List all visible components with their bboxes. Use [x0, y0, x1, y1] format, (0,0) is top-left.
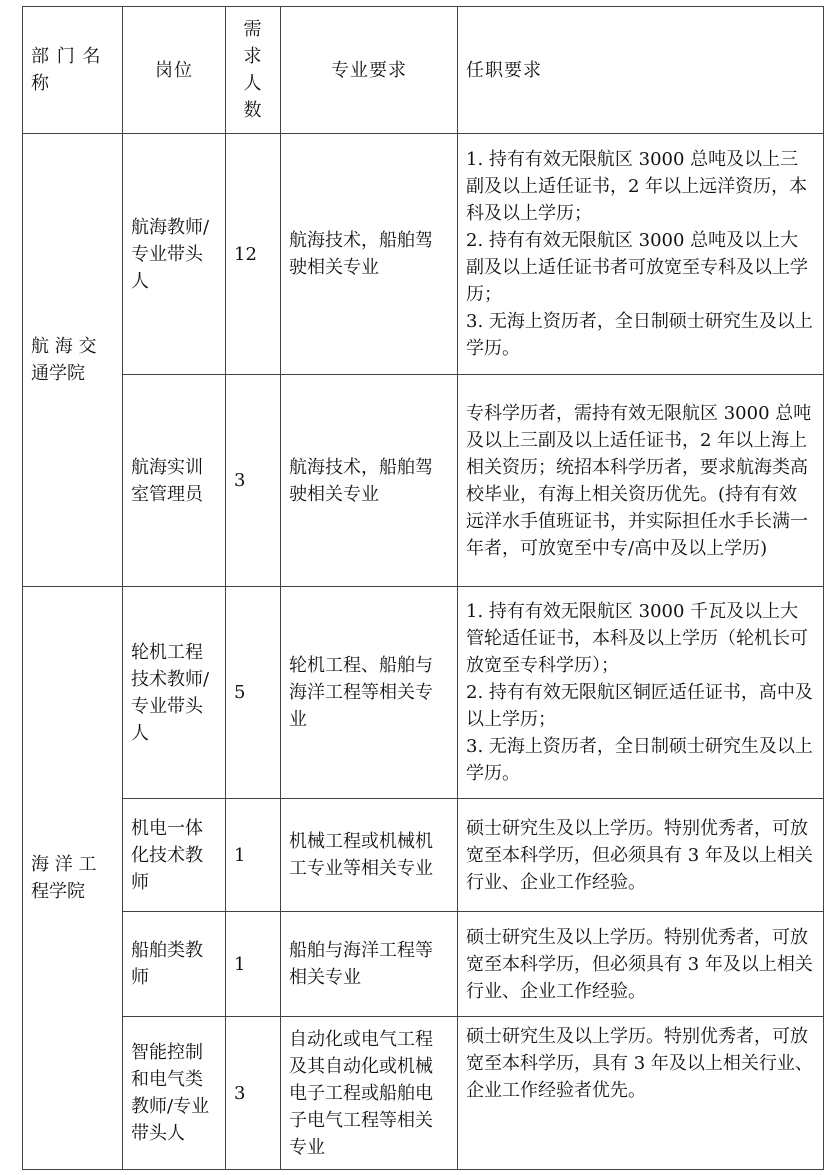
header-count-char: 人 — [243, 73, 263, 94]
table-row — [23, 375, 824, 587]
duty-line: 1. 持有有效无限航区 3000 千瓦及以上大管轮适任证书，本科及以上学历（轮机长可放宽至专科学历）； — [466, 601, 808, 676]
header-row — [23, 7, 824, 134]
duty-line: 硕士研究生及以上学历。特别优秀者，可放宽至本科学历，但必须具有 3 年及以上相关行业、企业工作经验。 — [466, 926, 813, 1002]
position-cell: 智能控制和电气类教师/专业带头人 — [123, 1017, 226, 1170]
count-cell: 3 — [226, 1017, 281, 1170]
count-cell: 5 — [226, 587, 281, 799]
count-cell: 12 — [226, 134, 281, 375]
header-dept: 部 门 名 称 — [23, 7, 123, 134]
table-row — [23, 587, 824, 799]
duty-line: 1. 持有有效无限航区 3000 总吨及以上三副及以上适任证书，2 年以上远洋资历，本科及以上学历； — [466, 149, 808, 224]
duty-cell — [458, 134, 824, 375]
position-cell: 船舶类教师 — [123, 912, 226, 1017]
position-cell: 航海实训室管理员 — [123, 375, 226, 587]
dept-cell: 航 海 交 通学院 — [23, 134, 123, 587]
duty-line: 3. 无海上资历者，全日制硕士研究生及以上学历。 — [466, 736, 813, 784]
header-count-char: 数 — [243, 100, 263, 121]
count-cell: 1 — [226, 799, 281, 912]
table-row — [23, 1017, 824, 1170]
header-duty: 任职要求 — [458, 7, 824, 134]
dept-cell: 海 洋 工 程学院 — [23, 587, 123, 1170]
duty-cell — [458, 912, 824, 1017]
duty-line: 3. 无海上资历者，全日制硕士研究生及以上学历。 — [466, 311, 813, 359]
major-cell: 轮机工程、船舶与海洋工程等相关专业 — [281, 587, 458, 799]
duty-cell — [458, 1017, 824, 1170]
header-position: 岗位 — [123, 7, 226, 134]
table-row — [23, 912, 824, 1017]
header-count-char: 求 — [243, 46, 263, 67]
duty-line: 硕士研究生及以上学历。特别优秀者，可放宽至本科学历，但必须具有 3 年及以上相关行业、企业工作经验。 — [466, 817, 813, 893]
position-cell: 轮机工程技术教师/专业带头人 — [123, 587, 226, 799]
count-cell: 1 — [226, 912, 281, 1017]
table-row — [23, 134, 824, 375]
count-cell: 3 — [226, 375, 281, 587]
major-cell: 船舶与海洋工程等相关专业 — [281, 912, 458, 1017]
major-cell: 航海技术，船舶驾驶相关专业 — [281, 134, 458, 375]
table-row — [23, 799, 824, 912]
duty-line: 专科学历者，需持有效无限航区 3000 总吨及以上三副及以上适任证书，2 年以上海上相关资历；统招本科学历者，要求航海类高校毕业，有海上相关资历优先。(持有有效远洋水手值班证书，并实际担任水手长满一年者，可放宽至中专/高中及以上学历) — [466, 402, 812, 559]
header-count-char: 需 — [243, 19, 263, 40]
duty-line: 2. 持有有效无限航区铜匠适任证书，高中及以上学历； — [466, 682, 813, 730]
duty-cell — [458, 799, 824, 912]
major-cell: 自动化或电气工程及其自动化或机械电子工程或船舶电子电气工程等相关专业 — [281, 1017, 458, 1170]
recruitment-table — [22, 6, 824, 1170]
major-cell: 航海技术，船舶驾驶相关专业 — [281, 375, 458, 587]
position-cell: 航海教师/专业带头人 — [123, 134, 226, 375]
duty-line: 硕士研究生及以上学历。特别优秀者，可放宽至本科学历，具有 3 年及以上相关行业、企业工作经验者优先。 — [466, 1026, 813, 1101]
header-count — [226, 7, 281, 134]
duty-line: 2. 持有有效无限航区 3000 总吨及以上大副及以上适任证书者可放宽至专科及以上学历； — [466, 230, 808, 305]
major-cell: 机械工程或机械机工专业等相关专业 — [281, 799, 458, 912]
duty-cell — [458, 375, 824, 587]
duty-cell — [458, 587, 824, 799]
header-major: 专业要求 — [281, 7, 458, 134]
position-cell: 机电一体化技术教师 — [123, 799, 226, 912]
